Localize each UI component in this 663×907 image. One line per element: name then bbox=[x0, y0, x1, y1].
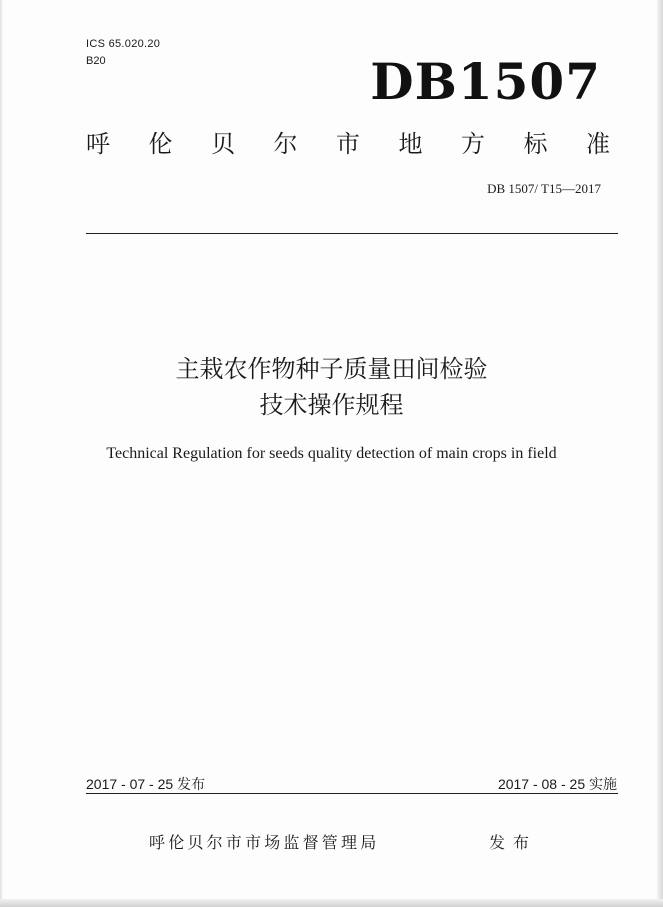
standard-type-char: 准 bbox=[586, 130, 610, 158]
standard-type-char: 地 bbox=[398, 130, 423, 158]
issue-label: 发布 bbox=[489, 833, 538, 852]
standard-type-char: 呼 bbox=[86, 130, 110, 158]
standard-type-char: 方 bbox=[461, 130, 485, 158]
db-logo: DB1507 bbox=[370, 52, 601, 111]
standard-type-char: 尔 bbox=[273, 130, 298, 158]
implementation-date: 2017 - 08 - 25 实施 bbox=[497, 776, 617, 792]
issuing-authority: 呼伦贝尔市市场监督管理局 bbox=[149, 833, 380, 852]
standard-type-char: 贝 bbox=[211, 130, 235, 158]
title-line-2: 技术操作规程 bbox=[259, 391, 404, 419]
standard-type-char: 标 bbox=[523, 130, 548, 158]
ics-code: ICS 65.020.20 bbox=[86, 38, 161, 50]
bottom-divider bbox=[86, 793, 618, 794]
standard-type-heading bbox=[86, 128, 610, 160]
document-title-chinese bbox=[0, 351, 663, 423]
standard-type-char: 市 bbox=[336, 130, 360, 158]
top-divider bbox=[86, 233, 618, 234]
title-line-1: 主栽农作物种子质量田间检验 bbox=[175, 355, 488, 383]
standard-type-char: 伦 bbox=[148, 130, 173, 158]
document-title-english: Technical Regulation for seeds quality detection of main crops in field bbox=[106, 445, 557, 462]
scan-edge-bottom bbox=[0, 899, 663, 907]
standard-number: DB 1507/ T15—2017 bbox=[487, 181, 601, 196]
classification-code: B20 bbox=[86, 55, 106, 67]
issue-date: 2017 - 07 - 25 发布 bbox=[86, 776, 206, 792]
